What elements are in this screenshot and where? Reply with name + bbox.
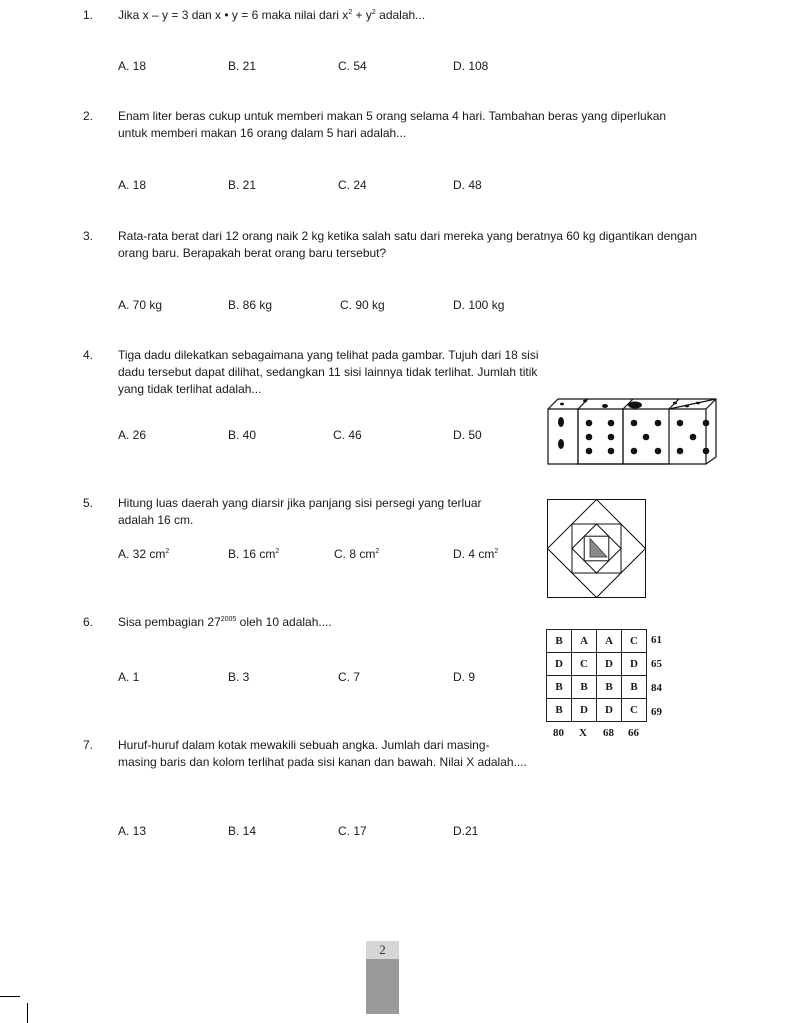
grid-cell: D <box>597 653 622 676</box>
question-3-line-2: orang baru. Berapakah berat orang baru tersebut? <box>118 246 387 260</box>
question-6-option-c: C. 7 <box>338 670 361 684</box>
question-7-option-c: C. 17 <box>338 824 367 838</box>
question-4-line-3: yang tidak terlihat adalah... <box>118 382 262 396</box>
question-4-line-2: dadu tersebut dapat dilihat, sedangkan 11 sisi lainnya tidak terlihat. Jumlah titik <box>118 365 538 379</box>
question-4-option-c: C. 46 <box>333 428 362 442</box>
question-5-option-c: C. 8 $cm^2$ <box>334 547 380 561</box>
grid-cell: D <box>597 699 622 722</box>
shaded-triangle <box>590 539 607 558</box>
grid-cell: B <box>622 676 647 699</box>
question-4-option-a: A. 26 <box>118 428 147 442</box>
grid-row <box>547 630 647 653</box>
question-6-number: 6. <box>83 615 94 629</box>
grid-cell: D <box>622 653 647 676</box>
grid-row <box>547 653 647 676</box>
question-1-number: 1. <box>83 8 94 22</box>
question-3-option-a: A. 70 kg <box>118 298 163 312</box>
col-sum-3: 68 <box>603 727 614 739</box>
page-number: 2 <box>366 941 399 959</box>
question-6-text: Sisa pembagian $27^{2005}$ oleh 10 adalah.... <box>118 615 332 629</box>
question-5-line-1: Hitung luas daerah yang diarsir jika panjang sisi persegi yang terluar <box>118 496 482 510</box>
question-7-option-d: D.21 <box>453 824 479 838</box>
question-2-option-c: C. 24 <box>338 178 367 192</box>
grid-cell: C <box>572 653 597 676</box>
question-6-option-b: B. 3 <box>228 670 250 684</box>
question-7-number: 7. <box>83 738 94 752</box>
grid-cell: B <box>547 676 572 699</box>
question-1-option-d: D. 108 <box>453 59 489 73</box>
question-4-option-b: B. 40 <box>228 428 257 442</box>
question-7-line-1: Huruf-huruf dalam kotak mewakili sebuah angka. Jumlah dari masing- <box>118 738 490 752</box>
question-3-option-d: D. 100 kg <box>453 298 505 312</box>
question-2-option-b: B. 21 <box>228 178 257 192</box>
question-3-line-1: Rata-rata berat dari 12 orang naik 2 kg ketika salah satu dari mereka yang beratnya 60 kg digantikan dengan <box>118 229 698 243</box>
grid-row <box>547 676 647 699</box>
question-2-line-1: Enam liter beras cukup untuk memberi makan 5 orang selama 4 hari. Tambahan beras yang diperlukan <box>118 109 667 123</box>
grid-cell: A <box>597 630 622 653</box>
question-2-option-d: D. 48 <box>453 178 482 192</box>
question-1-option-b: B. 21 <box>228 59 257 73</box>
page-tab-bar <box>366 959 399 1014</box>
grid-cell: A <box>572 630 597 653</box>
question-3-option-c: C. 90 kg <box>340 298 385 312</box>
question-5-line-2: adalah 16 cm. <box>118 513 194 527</box>
crop-mark-vertical <box>27 1003 28 1023</box>
grid-cell: B <box>572 676 597 699</box>
question-4-number: 4. <box>83 348 94 362</box>
question-3-option-b: B. 86 kg <box>228 298 273 312</box>
question-1-option-a: A. 18 <box>118 59 147 73</box>
grid-cell: D <box>547 653 572 676</box>
question-2-number: 2. <box>83 109 94 123</box>
grid-cell: B <box>547 699 572 722</box>
question-1-option-c: C. 54 <box>338 59 367 73</box>
letter-grid <box>546 629 647 722</box>
col-sum-1: 80 <box>553 727 564 739</box>
question-5-option-a: A. 32 $cm^2$ <box>118 547 170 561</box>
grid-row <box>547 699 647 722</box>
question-7-option-b: B. 14 <box>228 824 257 838</box>
row-sum-1: 61 <box>651 634 662 646</box>
question-1-text: Jika x – y = 3 dan x • y = 6 maka nilai dari $x^2 + y^2$ adalah... <box>118 8 426 22</box>
grid-cell: D <box>572 699 597 722</box>
col-sum-4: 66 <box>628 727 639 739</box>
grid-cell: B <box>547 630 572 653</box>
dice-figure <box>545 395 720 467</box>
nested-squares-figure <box>547 499 647 599</box>
question-6-option-a: A. 1 <box>118 670 140 684</box>
crop-mark-horizontal <box>0 996 20 997</box>
row-sum-3: 84 <box>651 682 662 694</box>
row-sum-4: 69 <box>651 706 662 718</box>
row-sum-2: 65 <box>651 658 662 670</box>
question-4-line-1: Tiga dadu dilekatkan sebagaimana yang telihat pada gambar. Tujuh dari 18 sisi <box>118 348 539 362</box>
question-5-number: 5. <box>83 496 94 510</box>
question-2-option-a: A. 18 <box>118 178 147 192</box>
col-sum-2: X <box>579 727 587 739</box>
question-3-number: 3. <box>83 229 94 243</box>
question-2-line-2: untuk memberi makan 16 orang dalam 5 hari adalah... <box>118 126 407 140</box>
question-7-option-a: A. 13 <box>118 824 147 838</box>
question-7-line-2: masing baris dan kolom terlihat pada sisi kanan dan bawah. Nilai X adalah.... <box>118 755 527 769</box>
grid-cell: C <box>622 699 647 722</box>
question-5-option-d: D. 4 $cm^2$ <box>453 547 499 561</box>
question-4-option-d: D. 50 <box>453 428 482 442</box>
question-6-option-d: D. 9 <box>453 670 476 684</box>
page-number-tab <box>366 941 399 1014</box>
grid-cell: C <box>622 630 647 653</box>
grid-cell: B <box>597 676 622 699</box>
question-5-option-b: B. 16 $cm^2$ <box>228 547 280 561</box>
